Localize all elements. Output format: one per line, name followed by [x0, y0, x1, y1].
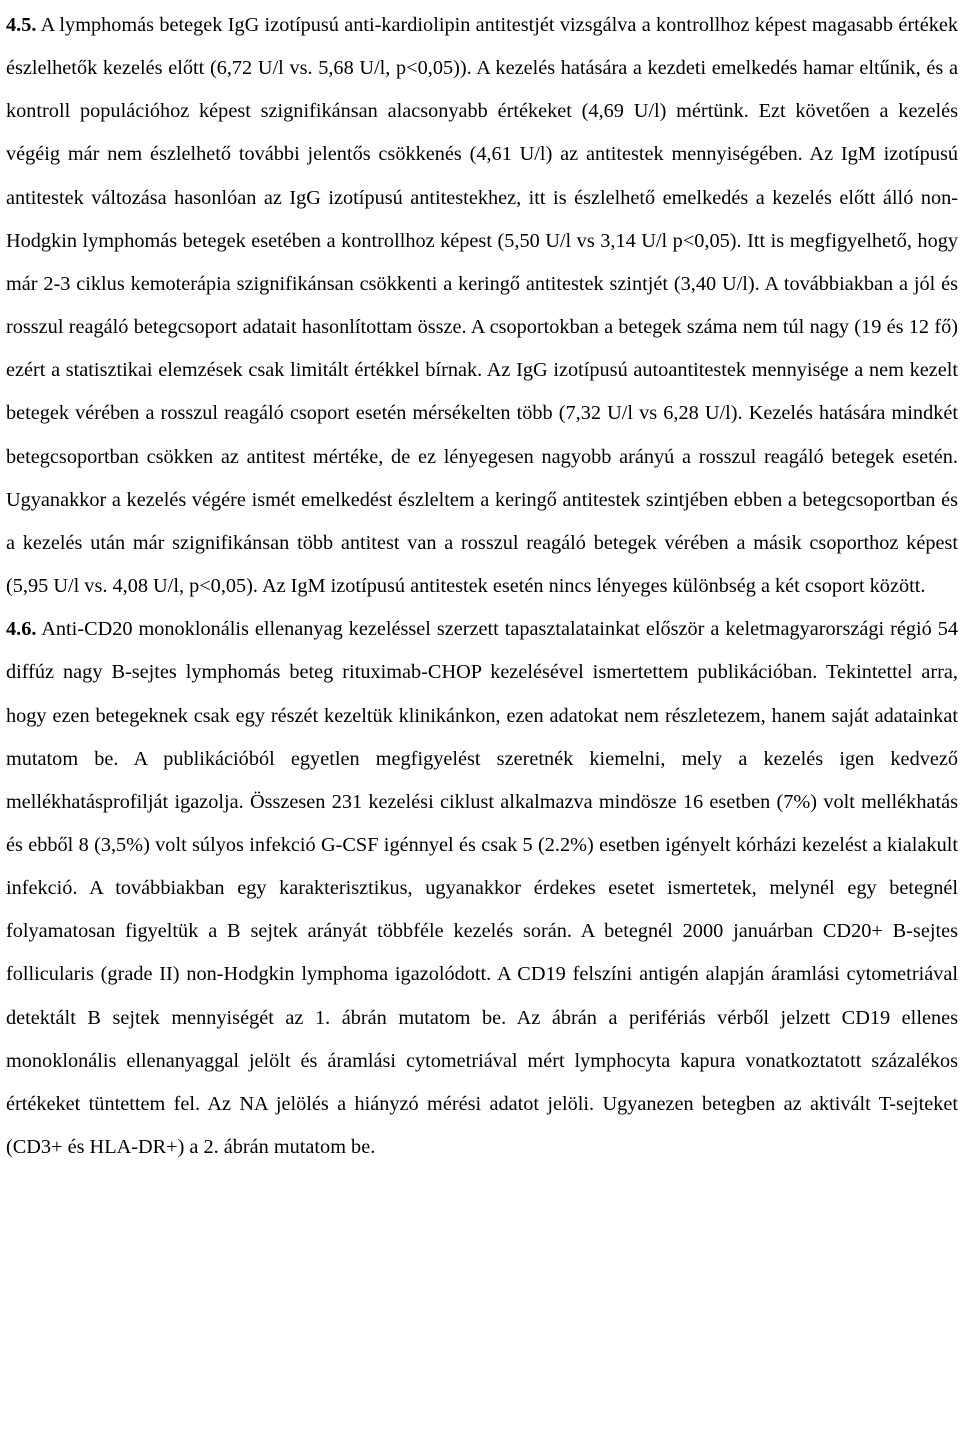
paragraph-section-4-6	[6, 608, 958, 1169]
section-number: 4.5.	[6, 14, 37, 36]
paragraph-section-4-5	[6, 4, 958, 608]
section-body-text: Anti-CD20 monoklonális ellenanyag kezeléssel szerzett tapasztalatainkat először a keletmagyarországi régió 54 diffúz nagy B-sejtes lymphomás beteg rituximab-CHOP kezelésével ismertettem publikációban. Tekintettel arra, hogy ezen betegeknek csak egy részét kezeltük klinikánkon, ezen adatokat nem részletezem, hanem saját adatainkat mutatom be. A publikációból egyetlen megfigyelést szeretnék kiemelni, mely a kezelés igen kedvező mellékhatásprofilját igazolja. Összesen 231 kezelési ciklust alkalmazva mindösze 16 esetben (7%) volt mellékhatás és ebből 8 (3,5%) volt súlyos infekció G-CSF igénnyel és csak 5 (2.2%) esetben igényelt kórházi kezelést a kialakult infekció. A továbbiakban egy karakterisztikus, ugyanakkor érdekes esetet ismertetek, melynél egy betegnél folyamatosan figyeltük a B sejtek arányát többféle kezelés során. A betegnél 2000 januárban CD20+ B-sejtes follicularis (grade II) non-Hodgkin lymphoma igazolódott. A CD19 felszíni antigén alapján áramlási cytometriával detektált B sejtek mennyiségét az 1. ábrán mutatom be. Az ábrán a perifériás vérből jelzett CD19 ellenes monoklonális ellenanyaggal jelölt és áramlási cytometriával mért lymphocyta kapura vonatkoztatott százalékos értékeket tüntettem fel. Az NA jelölés a hiányzó mérési adatot jelöli. Ugyanezen betegben az aktivált T-sejteket (CD3+ és HLA-DR+) a 2. ábrán mutatom be.	[6, 618, 958, 1159]
section-number: 4.6.	[6, 618, 37, 641]
document-page	[6, 4, 958, 1169]
section-body-text: A lymphomás betegek IgG izotípusú anti-kardiolipin antitestjét vizsgálva a kontrollhoz képest magasabb értékek észlelhetők kezelés előtt (6,72 U/l vs. 5,68 U/l, p<0,05)). A kezelés hatására a kezdeti emelkedés hamar eltűnik, és a kontroll populációhoz képest szignifikánsan alacsonyabb értékeket (4,69 U/l) mértünk. Ezt követően a kezelés végéig már nem észlelhető további jelentős csökkenés (4,61 U/l) az antitestek mennyiségében. Az IgM izotípusú antitestek változása hasonlóan az IgG izotípusú antitestekhez, itt is észlelhető emelkedés a kezelés előtt álló non-Hodgkin lymphomás betegek esetében a kontrollhoz képest (5,50 U/l vs 3,14 U/l p<0,05). Itt is megfigyelhető, hogy már 2-3 ciklus kemoterápia szignifikánsan csökkenti a keringő antitestek szintjét (3,40 U/l). A továbbiakban a jól és rosszul reagáló betegcsoport adatait hasonlítottam össze. A csoportokban a betegek száma nem túl nagy (19 és 12 fő) ezért a statisztikai elemzések csak limitált értékkel bírnak. Az IgG izotípusú autoantitestek mennyisége a nem kezelt betegek vérében a rosszul reagáló csoport esetén mérsékelten több (7,32 U/l vs 6,28 U/l). Kezelés hatására mindkét betegcsoportban csökken az antitest mértéke, de ez lényegesen nagyobb arányú a rosszul reagáló betegek esetén. Ugyanakkor a kezelés végére ismét emelkedést észleltem a keringő antitestek szintjében ebben a betegcsoportban és a kezelés után már szignifikánsan több antitest van a rosszul reagáló betegek vérében a másik csoporthoz képest (5,95 U/l vs. 4,08 U/l, p<0,05). Az IgM izotípusú antitestek esetén nincs lényeges különbség a két csoport között.	[6, 14, 958, 598]
